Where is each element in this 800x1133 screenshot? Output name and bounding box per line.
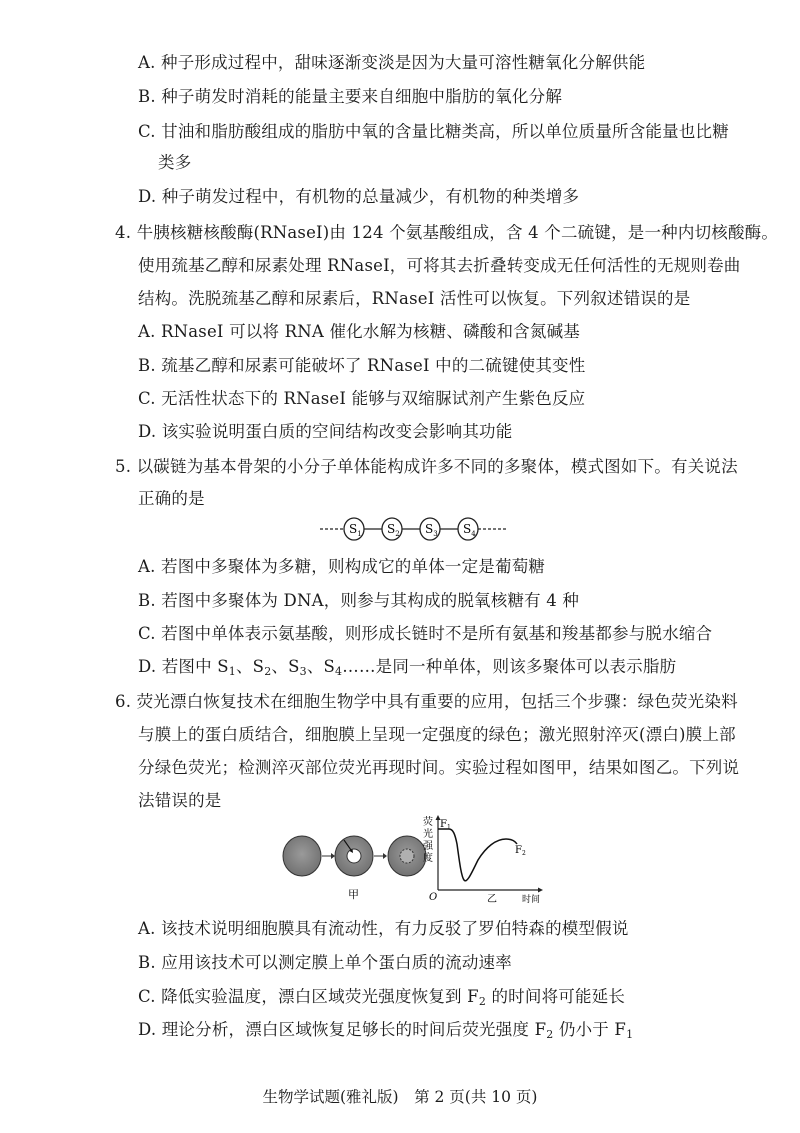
q4-option-b: B. 巯基乙醇和尿素可能破坏了 RNaseI 中的二硫键使其变性 bbox=[138, 356, 586, 375]
q6-option-d bbox=[138, 1019, 633, 1046]
q5-option-d-text: D. 若图中 S bbox=[138, 657, 229, 676]
fluorescence-curve bbox=[438, 829, 517, 881]
q5-option-d-sub: 1 bbox=[228, 665, 236, 678]
y-axis-char: 光 bbox=[423, 829, 433, 840]
q3-option-c-line2: 类多 bbox=[158, 153, 192, 172]
q6-option-a: A. 该技术说明细胞膜具有流动性，有力反驳了罗伯特森的模型假说 bbox=[138, 919, 629, 938]
arrow-step1-head bbox=[331, 853, 335, 859]
monomer-s2 bbox=[382, 518, 402, 540]
q5-stem-line2: 正确的是 bbox=[138, 489, 205, 508]
q6-option-d-text: D. 理论分析，漂白区域恢复足够长的时间后荧光强度 F bbox=[138, 1020, 547, 1039]
q6-option-b: B. 应用该技术可以测定膜上单个蛋白质的流动速率 bbox=[138, 953, 512, 972]
cell-before-bleach bbox=[283, 836, 321, 876]
figure-yi-label: 乙 bbox=[487, 894, 497, 904]
q4-option-c: C. 无活性状态下的 RNaseI 能够与双缩脲试剂产生紫色反应 bbox=[138, 389, 586, 408]
f2-label: $F_2$ bbox=[515, 845, 526, 857]
monomer-s4-label: $S_4$ bbox=[463, 522, 476, 538]
monomer-s1 bbox=[344, 518, 364, 540]
q5-option-b: B. 若图中多聚体为 DNA，则参与其构成的脱氧核糖有 4 种 bbox=[138, 591, 580, 610]
figure-jia-label: 甲 bbox=[348, 888, 359, 901]
q6-stem-line1: 6. 荧光漂白恢复技术在细胞生物学中具有重要的应用，包括三个步骤：绿色荧光染料 bbox=[115, 692, 738, 711]
q5-option-d-text: 、S bbox=[271, 657, 300, 676]
q6-option-c-text: C. 降低实验温度，漂白区域荧光强度恢复到 F bbox=[138, 987, 479, 1006]
q5-option-d bbox=[138, 656, 676, 683]
y-axis-char: 强 bbox=[423, 841, 433, 852]
q6-option-c bbox=[138, 986, 625, 1013]
q4-stem-line2: 使用巯基乙醇和尿素处理 RNaseI，可将其去折叠转变成无任何活性的无规则卷曲 bbox=[138, 256, 741, 275]
f1-label: $F_1$ bbox=[440, 819, 451, 831]
q3-option-b: B. 种子萌发时消耗的能量主要来自细胞中脂肪的氧化分解 bbox=[138, 87, 563, 106]
q4-option-d: D. 该实验说明蛋白质的空间结构改变会影响其功能 bbox=[138, 422, 513, 441]
q3-option-c-line1: C. 甘油和脂肪酸组成的脂肪中氧的含量比糖类高，所以单位质量所含能量也比糖 bbox=[138, 122, 729, 141]
origin-label: O bbox=[429, 892, 438, 903]
q4-stem-line3: 结构。洗脱巯基乙醇和尿素后，RNaseI 活性可以恢复。下列叙述错误的是 bbox=[138, 289, 691, 308]
x-axis-arrow bbox=[538, 888, 543, 893]
q5-option-d-sub: 4 bbox=[335, 665, 343, 678]
q5-stem-line1: 5. 以碳链为基本骨架的小分子单体能构成许多不同的多聚体，模式图如下。有关说法 bbox=[115, 457, 738, 476]
figure-yi-graph bbox=[420, 814, 555, 904]
q4-option-a: A. RNaseI 可以将 RNA 催化水解为核糖、磷酸和含氮碱基 bbox=[138, 322, 580, 341]
q3-option-d: D. 种子萌发过程中，有机物的总量减少，有机物的种类增多 bbox=[138, 187, 580, 206]
y-axis-char: 度 bbox=[423, 853, 433, 864]
q6-option-d-sub: 1 bbox=[626, 1028, 634, 1041]
y-axis-char: 荧 bbox=[423, 817, 433, 828]
polymer-chain-diagram bbox=[318, 512, 510, 546]
q5-option-d-sub: 3 bbox=[299, 665, 307, 678]
q5-option-d-text: 、S bbox=[235, 657, 265, 676]
q6-option-c-sub: 2 bbox=[478, 995, 487, 1008]
monomer-s3 bbox=[420, 518, 440, 540]
monomer-s4 bbox=[458, 518, 478, 540]
q5-option-a: A. 若图中多聚体为多糖，则构成它的单体一定是葡萄糖 bbox=[138, 557, 546, 576]
page-footer: 生物学试题(雅礼版) 第 2 页(共 10 页) bbox=[262, 1088, 538, 1106]
q5-option-d-sub: 2 bbox=[264, 665, 272, 678]
monomer-s1-label: $S_1$ bbox=[349, 522, 362, 538]
q3-option-a: A. 种子形成过程中，甜味逐渐变淡是因为大量可溶性糖氧化分解供能 bbox=[138, 53, 646, 72]
q5-option-d-text: 、S bbox=[306, 657, 336, 676]
monomer-s2-label: $S_2$ bbox=[387, 522, 400, 538]
q5-option-c: C. 若图中单体表示氨基酸，则形成长链时不是所有氨基和羧基都参与脱水缩合 bbox=[138, 624, 713, 643]
arrow-step2-head bbox=[383, 853, 387, 859]
q6-option-d-sub: 2 bbox=[546, 1028, 554, 1041]
q5-option-d-text: ……是同一种单体，则该多聚体可以表示脂肪 bbox=[342, 657, 677, 676]
q4-stem-line1: 4. 牛胰核糖核酸酶(RNaseI)由 124 个氨基酸组成，含 4 个二硫键，是一种内切核酸酶。 bbox=[115, 223, 779, 242]
q6-option-d-text: 仍小于 F bbox=[553, 1020, 627, 1039]
q6-stem-line3: 分绿色荧光；检测淬灭部位荧光再现时间。实验过程如图甲，结果如图乙。下列说 bbox=[138, 758, 740, 777]
q6-stem-line4: 法错误的是 bbox=[138, 791, 222, 810]
x-axis-label: 时间 bbox=[522, 895, 541, 904]
cell-bleached bbox=[335, 836, 373, 876]
y-axis-label bbox=[423, 815, 434, 864]
q6-option-c-text: 的时间将可能延长 bbox=[486, 987, 626, 1006]
q6-stem-line2: 与膜上的蛋白质结合，细胞膜上呈现一定强度的绿色；激光照射淬灭(漂白)膜上部 bbox=[138, 725, 736, 744]
monomer-s3-label: $S_3$ bbox=[425, 522, 438, 538]
figure-jia-cells bbox=[282, 822, 432, 902]
